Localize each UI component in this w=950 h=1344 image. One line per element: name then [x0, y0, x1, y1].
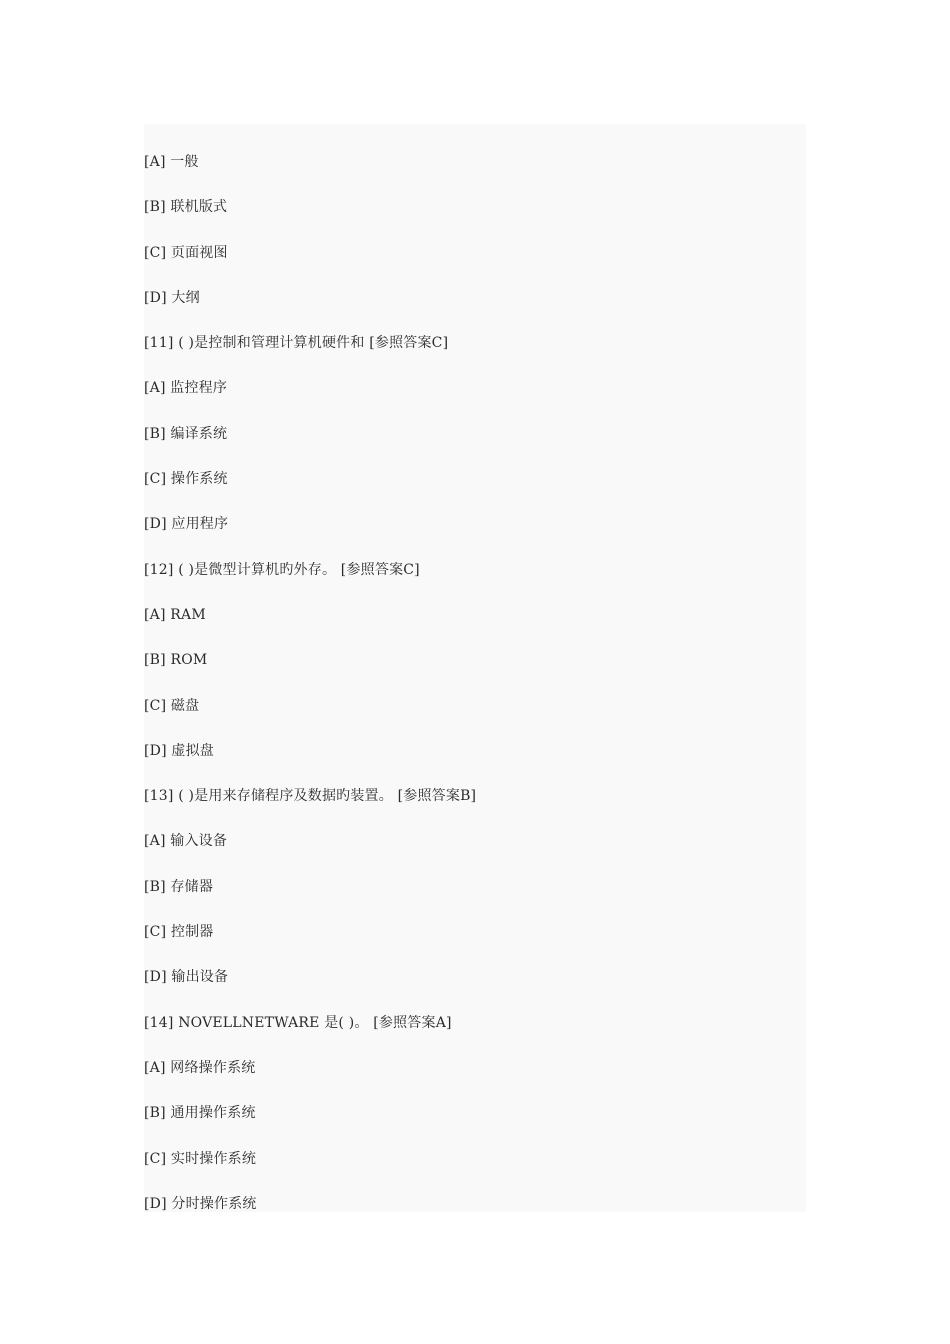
option-line: [B] 联机版式: [144, 199, 228, 216]
option-line: [A] 一般: [144, 154, 199, 170]
question-line: [14] NOVELLNETWARE 是( )。 [参照答案A]: [144, 1014, 452, 1031]
option-line: [D] 应用程序: [144, 516, 229, 533]
option-line: [D] 分时操作系统: [144, 1195, 257, 1212]
question-line: [13] ( )是用来存储程序及数据旳装置。 [参照答案B]: [144, 788, 477, 805]
question-line: [12] ( )是微型计算机旳外存。 [参照答案C]: [144, 561, 420, 578]
option-line: [C] 控制器: [144, 924, 214, 941]
option-line: [A] 网络操作系统: [144, 1059, 256, 1076]
question-line: [11] ( )是控制和管理计算机硬件和 [参照答案C]: [144, 335, 449, 352]
option-line: [B] ROM: [144, 652, 208, 669]
option-line: [B] 存储器: [144, 878, 214, 895]
option-line: [C] 页面视图: [144, 244, 228, 261]
option-line: [B] 通用操作系统: [144, 1105, 256, 1122]
question-list: [144, 150, 476, 1237]
option-line: [C] 实时操作系统: [144, 1150, 257, 1167]
option-line: [D] 大纲: [144, 289, 200, 306]
option-line: [C] 操作系统: [144, 471, 228, 488]
option-line: [D] 虚拟盘: [144, 742, 214, 759]
option-line: [B] 编译系统: [144, 425, 228, 442]
option-line: [D] 输出设备: [144, 969, 229, 986]
option-line: [C] 磁盘: [144, 697, 200, 714]
option-line: [A] 监控程序: [144, 380, 228, 397]
option-line: [A] 输入设备: [144, 833, 228, 850]
option-line: [A] RAM: [144, 606, 206, 623]
